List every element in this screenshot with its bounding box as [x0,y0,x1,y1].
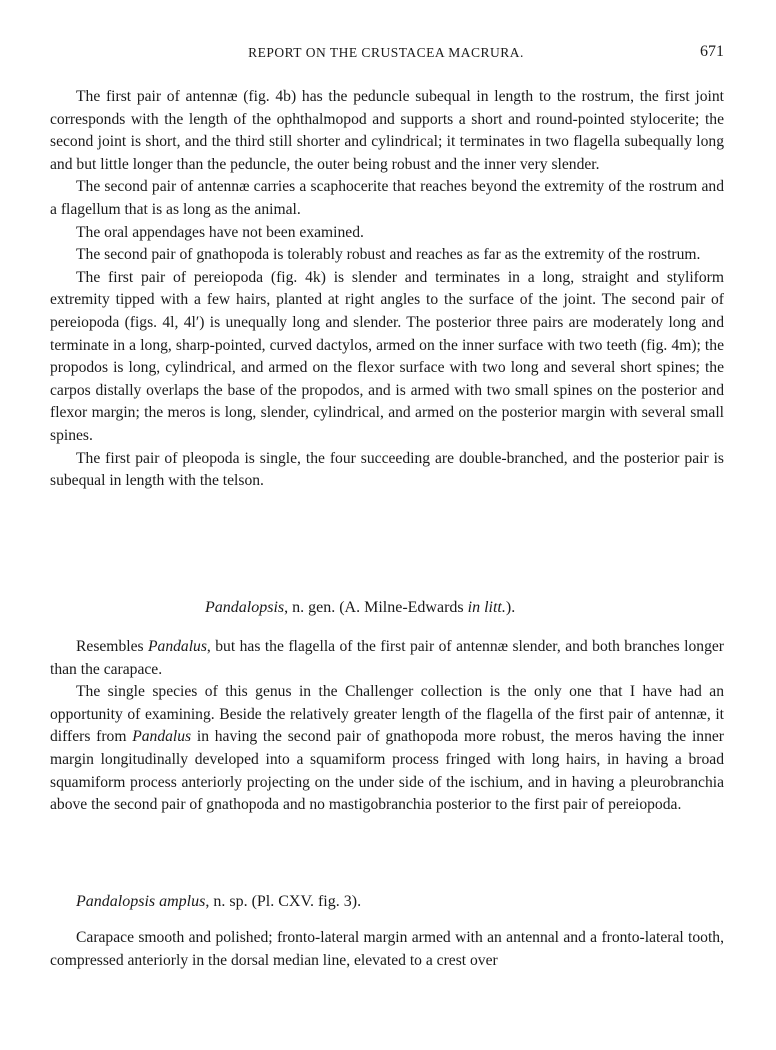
diagnosis-text-a: Resembles [76,638,148,655]
genus-name: Pandalopsis [205,599,285,616]
comparison-genus-name: Pandalus [132,728,192,746]
running-header [48,45,724,67]
paragraph-second-antennae: The second pair of antennæ carries a scaphocerite that reaches beyond the extremity of the rostrum and a flagellum that is as long as the animal. [50,178,724,218]
genus-section [50,636,724,817]
species-heading [76,893,361,911]
genus-heading [205,599,515,617]
paragraph-first-antennae: The first pair of antennæ (fig. 4b) has the peduncle subequal in length to the rostrum, the first joint corresponds with the length of the ophthalmopod and supports a short and round-pointed stylocerite; the second joint is short, and the third still shorter and cylindrical; it terminates in two flagella subequally long and but little longer than the peduncle, the outer being robust and the inner very slender. [50,88,724,173]
genus-heading-text: , n. gen. (A. Milne-Edwards [284,599,468,616]
genus-in-litt: in litt. [467,599,506,616]
species-name: Pandalopsis amplus [76,893,206,910]
paragraph-gnathopoda: The second pair of gnathopoda is tolerably robust and reaches as far as the extremity of the rostrum. [76,246,701,264]
running-title: REPORT ON THE CRUSTACEA MACRURA. [248,45,524,60]
paragraph-pleopoda: The first pair of pleopoda is single, the four succeeding are double-branched, and the posterior pair is subequal in length with the telson. [50,449,724,490]
page-number: 671 [700,43,724,60]
genus-heading-close: ). [505,599,516,616]
paragraph-oral-appendages: The oral appendages have not been examined. [76,223,364,241]
comparison-text-b: in having the second pair of gnathopoda more robust, the meros having the inner margin longitudinally developed into a squamiform process fringed with long hairs, in having a broad squamiform process anteriorly projecting on the under side of the ischium, and in having a pleurobranchia above the second pair of gnathopoda and no mastigobranchia posterior to the first pair of pereiopoda. [50,728,724,814]
paragraph-pereiopoda: The first pair of pereiopoda (fig. 4k) is slender and terminates in a long, straight and styliform extremity tipped with a few hairs, planted at right angles to the surface of the joint. The second pair of pereiopoda (figs. 4l, 4l′) is unequally long and slender. The posterior three pairs are moderately long and terminate in a long, sharp-pointed, curved dactylos, armed on the inner surface with two teeth (fig. 4m); the propodos is long, cylindrical, and armed on the flexor surface with two long and several short spines; the carpos distally overlaps the base of the propodos, and is armed with two small spines on the posterior and flexor margin; the meros is long, slender, cylindrical, and armed on the posterior margin with several small spines. [50,268,724,444]
paragraph-carapace: Carapace smooth and polished; fronto-lateral margin armed with an antennal and a fronto-lateral tooth, compressed anteriorly in the dorsal median line, elevated to a crest over [50,929,724,969]
paragraph-genus-comparison [50,681,724,817]
diagnosis-genus-name: Pandalus [148,638,207,655]
diagnosis-text-b: , but has the flagella of the first pair of antennæ slender, and both branches longer than the carapace. [50,638,724,678]
description-section [50,86,724,493]
paragraph-genus-diagnosis [50,636,724,681]
species-heading-text: , n. sp. (Pl. CXV. fig. 3). [205,893,362,910]
species-section [50,927,724,972]
comparison-text-a: The single species of this genus in the Challenger collection is the only one that I have had an opportunity of examining. Beside the relatively greater length of the flagella of the first pair of antennæ, it differs from [50,683,724,746]
